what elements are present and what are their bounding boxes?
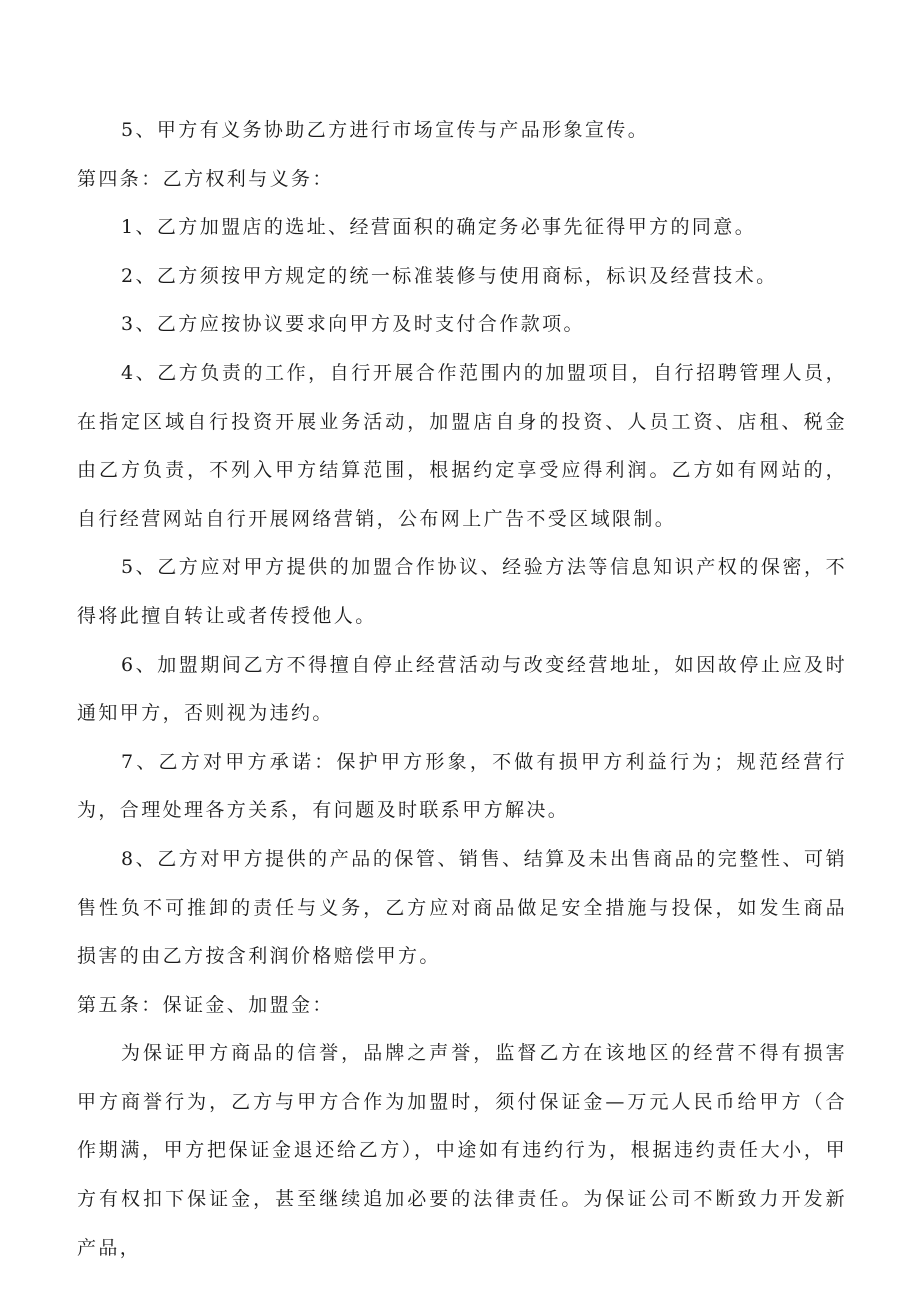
paragraph-deposit: 为保证甲方商品的信誉，品牌之声誉，监督乙方在该地区的经营不得有损害甲方商誉行为，乙方与甲方合作为加盟时，须付保证金—万元人民币给甲方（合作期满，甲方把保证金退还给乙方），中途如有违约行为，根据违约责任大小，甲方有权扣下保证金，甚至继续追加必要的法律责任。为保证公司不断致力开发新产品， <box>77 1042 847 1259</box>
paragraph-party-b-duty-8: 8、乙方对甲方提供的产品的保管、销售、结算及未出售商品的完整性、可销售性负不可推卸的责任与义务，乙方应对商品做足安全措施与投保，如发生商品损害的由乙方按含利润价格赔偿甲方。 <box>77 847 847 968</box>
paragraph-party-b-duty-4: 4、乙方负责的工作，自行开展合作范围内的加盟项目，自行招聘管理人员，在指定区域自行投资开展业务活动，加盟店自身的投资、人员工资、店租、税金由乙方负责，不列入甲方结算范围，根据约定享受应得利润。乙方如有网站的，自行经营网站自行开展网络营销，公布网上广告不受区域限制。 <box>77 361 847 530</box>
paragraph-party-b-duty-7: 7、乙方对甲方承诺：保护甲方形象，不做有损甲方利益行为；规范经营行为，合理处理各方关系，有问题及时联系甲方解决。 <box>77 750 847 822</box>
paragraph-party-b-duty-6: 6、加盟期间乙方不得擅自停止经营活动与改变经营地址，如因故停止应及时通知甲方，否则视为违约。 <box>77 653 847 725</box>
paragraph-party-b-duty-1: 1、乙方加盟店的选址、经营面积的确定务必事先征得甲方的同意。 <box>121 216 757 239</box>
document-page <box>77 106 847 1272</box>
heading-article-4: 第四条：乙方权利与义务： <box>77 167 334 190</box>
paragraph-party-b-duty-3: 3、乙方应按协议要求向甲方及时支付合作款项。 <box>121 313 585 336</box>
heading-article-5: 第五条：保证金、加盟金： <box>77 993 334 1016</box>
paragraph-party-a-duty-5: 5、甲方有义务协助乙方进行市场宣传与产品形象宣传。 <box>121 119 650 141</box>
paragraph-party-b-duty-5: 5、乙方应对甲方提供的加盟合作协议、经验方法等信息知识产权的保密，不得将此擅自转让或者传授他人。 <box>77 556 847 627</box>
paragraph-party-b-duty-2: 2、乙方须按甲方规定的统一标准装修与使用商标，标识及经营技术。 <box>121 264 778 287</box>
